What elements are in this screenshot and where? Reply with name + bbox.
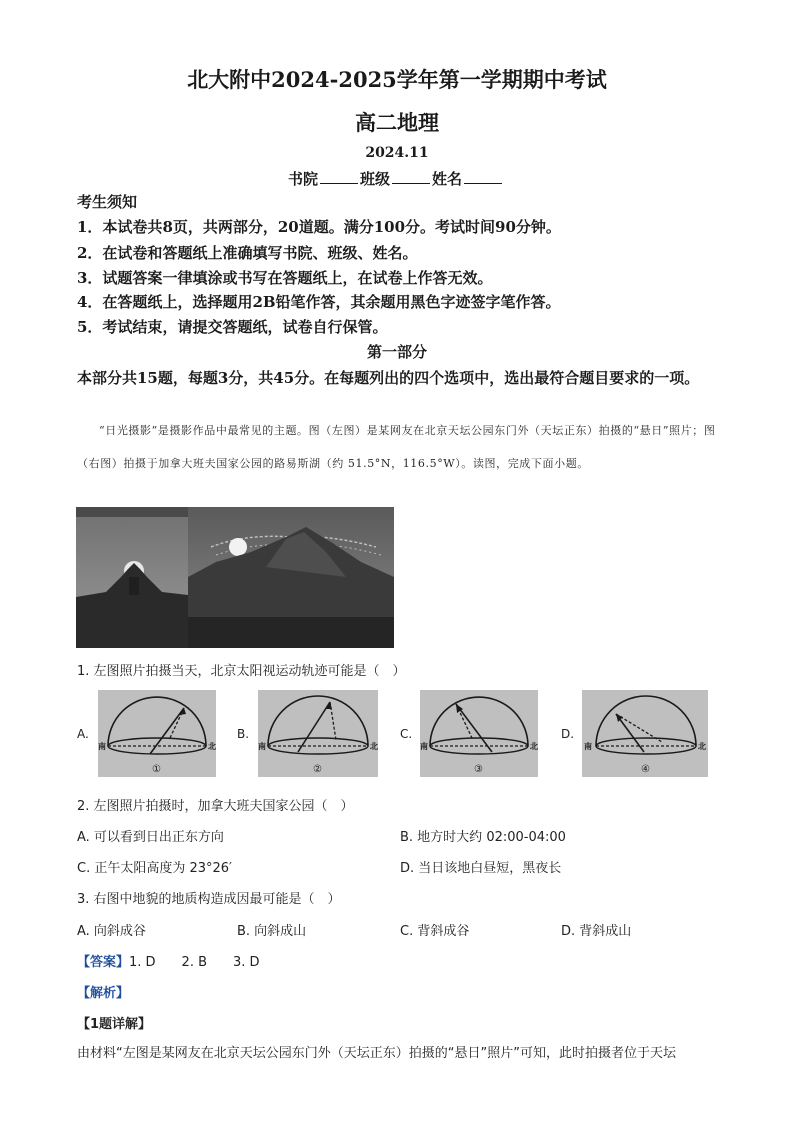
q2-option-c[interactable]: C. 正午太阳高度为 23°26′ (77, 861, 233, 876)
college-label: 书院 (288, 170, 319, 188)
part1-heading: 第一部分 (366, 343, 427, 361)
name-label: 姓名 (432, 170, 463, 188)
q1-option-a-letter[interactable]: A. (77, 727, 89, 741)
q3-option-a[interactable]: A. 向斜成谷 (77, 924, 146, 939)
notice-item: 1．本试卷共8页，共两部分，20道题。满分100分。考试时间90分钟。 (77, 218, 561, 236)
question-3-stem: 3. 右图中地貌的地质构造成因最可能是（ ） (77, 892, 341, 907)
notice-item: 4．在答题纸上，选择题用2B铅笔作答，其余题用黑色字迹签字笔作答。 (77, 293, 561, 311)
exam-subject: 高二地理 (355, 110, 439, 135)
north-label: 北 (208, 741, 216, 751)
south-label: 南 (420, 741, 428, 751)
notice-item: 2．在试卷和答题纸上准确填写书院、班级、姓名。 (77, 244, 418, 262)
q3-option-b[interactable]: B. 向斜成山 (237, 924, 307, 939)
part1-instruction: 本部分共15题，每题3分，共45分。在每题列出的四个选项中，选出最符合题目要求的一项。 (77, 369, 700, 387)
diagram-number: ① (152, 764, 161, 775)
north-label: 北 (530, 741, 538, 751)
q2-option-d[interactable]: D. 当日该地白昼短，黑夜长 (400, 861, 562, 876)
q2-option-b[interactable]: B. 地方时大约 02:00-04:00 (400, 830, 566, 845)
answer-line (77, 951, 260, 970)
north-label: 北 (370, 741, 378, 751)
analysis-text: 由材料“左图是某网友在北京天坛公园东门外（天坛正东）拍摄的“悬日”照片”可知，此时拍摄者位于天坛 (77, 1046, 676, 1061)
exam-title: 北大附中2024-2025学年第一学期期中考试 (187, 67, 607, 92)
notice-heading: 考生须知 (77, 193, 138, 211)
notice-item: 5．考试结束，请提交答题纸，试卷自行保管。 (77, 318, 388, 336)
right-photo (188, 507, 394, 648)
analysis-sub-label: 【1题详解】 (77, 1017, 152, 1032)
sun-photos (76, 507, 394, 648)
diagram-number: ③ (474, 764, 483, 775)
q1-option-c-letter[interactable]: C. (400, 727, 413, 741)
south-label: 南 (98, 741, 106, 751)
q2-option-a[interactable]: A. 可以看到日出正东方向 (77, 830, 224, 845)
answer-label: 【答案】 (77, 955, 130, 970)
name-blank (464, 169, 502, 184)
analysis-label: 【解析】 (77, 986, 130, 1001)
notice-item: 3．试题答案一律填涂或书写在答题纸上，在试卷上作答无效。 (77, 269, 493, 287)
diagram-number: ④ (641, 764, 650, 775)
diagram-number: ② (313, 764, 322, 775)
sun-path-diagram-2[interactable] (258, 690, 378, 777)
north-label: 北 (698, 741, 706, 751)
class-blank (392, 169, 430, 184)
south-label: 南 (584, 741, 592, 751)
student-info-fields (288, 168, 504, 189)
sun-path-diagram-1[interactable] (98, 690, 216, 777)
question-1-stem: 1. 左图照片拍摄当天，北京太阳视运动轨迹可能是（ ） (77, 664, 406, 679)
material-text: “日光摄影”是摄影作品中最常见的主题。图（左图）是某网友在北京天坛公园东门外（天坛正东）拍摄的“悬日”照片；图（右图）拍摄于加拿大班夫国家公园的路易斯湖（约 51.5°N，116.5°W）。读图，完成下面小题。 (77, 424, 716, 470)
class-label: 班级 (360, 170, 391, 188)
q3-option-d[interactable]: D. 背斜成山 (561, 924, 632, 939)
answer-values: 1. D 2. B 3. D (129, 955, 260, 970)
q1-option-b-letter[interactable]: B. (237, 727, 250, 741)
question-2-stem: 2. 左图照片拍摄时，加拿大班夫国家公园（ ） (77, 799, 354, 814)
exam-date: 2024.11 (365, 145, 429, 161)
college-blank (320, 169, 358, 184)
left-photo (76, 507, 188, 648)
sun-path-diagram-4[interactable] (582, 690, 708, 777)
sun-icon (229, 538, 247, 556)
sun-path-diagram-3[interactable] (420, 690, 538, 777)
q3-option-c[interactable]: C. 背斜成谷 (400, 924, 470, 939)
q1-option-d-letter[interactable]: D. (561, 727, 575, 741)
south-label: 南 (258, 741, 266, 751)
